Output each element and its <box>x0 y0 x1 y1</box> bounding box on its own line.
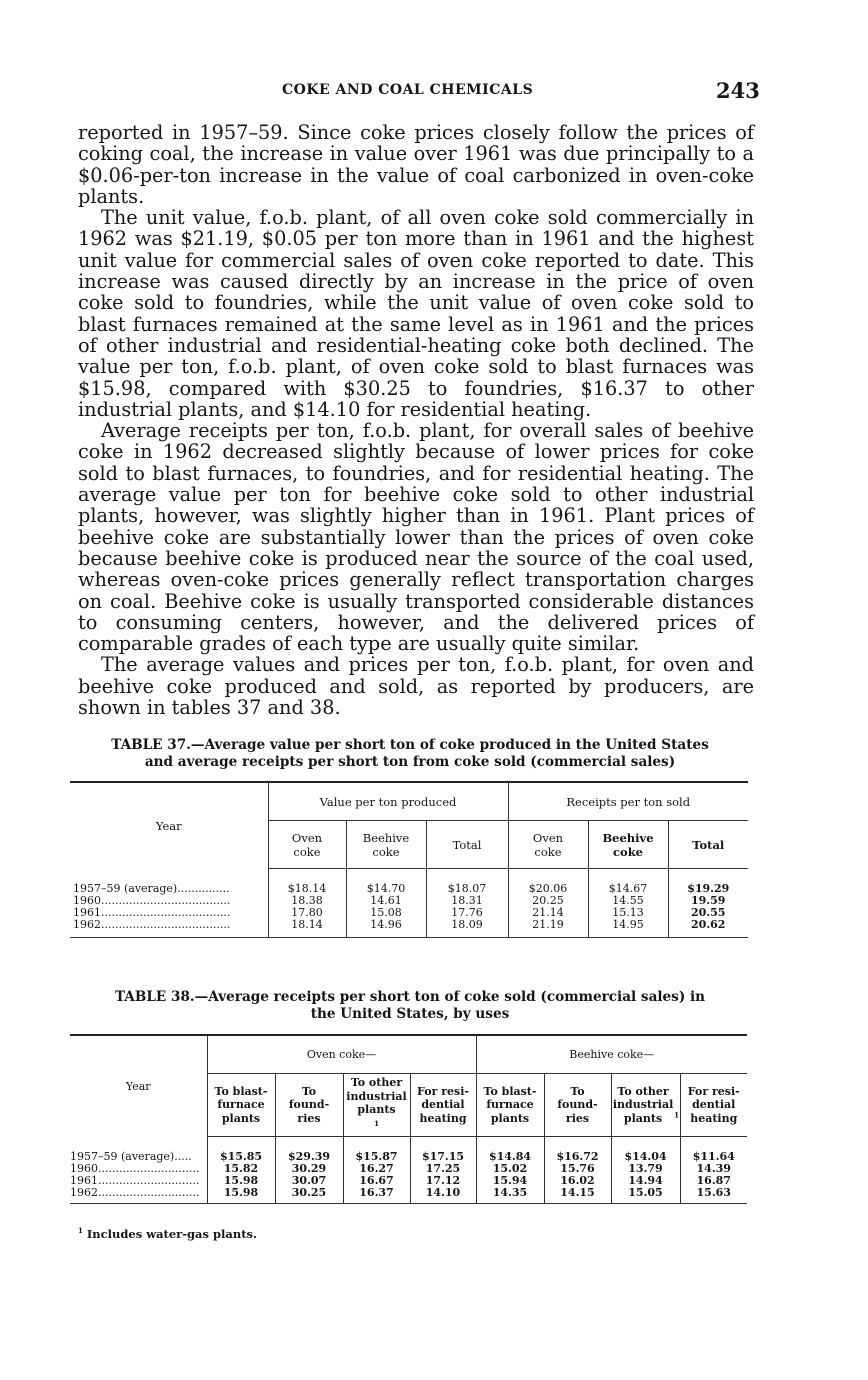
cell: 18.14 <box>268 919 346 938</box>
table37-col-beehive-sold: Beehive coke <box>588 821 668 869</box>
cell: 14.10 <box>410 1187 476 1204</box>
cell: $20.06 <box>508 869 588 896</box>
cell: 14.94 <box>611 1175 680 1187</box>
table37-col-oven: Oven coke <box>268 821 346 869</box>
cell: 16.37 <box>343 1187 410 1204</box>
cell: 14.61 <box>346 895 426 907</box>
cell: 19.59 <box>668 895 748 907</box>
cell: $19.29 <box>668 869 748 896</box>
footnote <box>78 1226 257 1241</box>
cell: $14.70 <box>346 869 426 896</box>
table-row <box>70 1137 747 1164</box>
paragraph-4: The average values and prices per ton, f.o.b. plant, for oven and beehive coke produced and sold, as reported by producers, are shown in tables 37 and 38. <box>78 653 754 720</box>
cell: 18.38 <box>268 895 346 907</box>
cell: 14.95 <box>588 919 668 938</box>
cell: $11.64 <box>680 1137 747 1164</box>
cell: $18.07 <box>426 869 508 896</box>
cell: 17.80 <box>268 907 346 919</box>
body-text <box>78 122 754 718</box>
table38-col-residential: For resi-dential heating <box>410 1074 476 1137</box>
cell: 17.25 <box>410 1163 476 1175</box>
footnote-mark: 1 <box>674 1110 679 1120</box>
cell: 14.35 <box>476 1187 544 1204</box>
table38-group-oven: Oven coke— <box>207 1036 476 1074</box>
table38 <box>70 1034 747 1204</box>
row-year: 1962............................. <box>70 1186 200 1199</box>
cell: 16.02 <box>544 1175 611 1187</box>
cell: 17.12 <box>410 1175 476 1187</box>
table37-caption <box>70 737 750 771</box>
page-number: 243 <box>716 78 760 103</box>
table37-year-header: Year <box>155 818 182 833</box>
cell: 14.15 <box>544 1187 611 1204</box>
cell: 15.98 <box>207 1175 275 1187</box>
cell: 20.25 <box>508 895 588 907</box>
row-year: 1960..................................... <box>73 894 231 907</box>
cell: 14.55 <box>588 895 668 907</box>
row-year: 1961............................. <box>70 1174 200 1187</box>
table38-group-beehive: Beehive coke— <box>476 1036 747 1074</box>
table38-caption-line1: TABLE 38.—Average receipts per short ton of coke sold (commercial sales) in <box>114 989 706 1005</box>
cell: $29.39 <box>275 1137 343 1164</box>
table38-caption-line2: the United States, by uses <box>310 1006 510 1022</box>
row-year: 1961..................................... <box>73 906 231 919</box>
table38-col-foundries-beehive: To found-ries <box>544 1074 611 1137</box>
table-row <box>70 1187 747 1204</box>
cell: 20.55 <box>668 907 748 919</box>
cell: $17.15 <box>410 1137 476 1164</box>
paragraph-3: Average receipts per ton, f.o.b. plant, for overall sales of beehive coke in 1962 decreased slightly because of lower prices for coke sold to blast furnaces, to foundries, and for residential heating. The average value per ton for beehive coke sold to other industrial plants, however, was slightly higher than in 1961. Plant prices of beehive coke are substantially lower than the prices of oven coke because beehive coke is produced near the source of the coal used, whereas oven-coke prices generally reflect transportation charges on coal. Beehive coke is usually transported considerable distances to consuming centers, however, and the delivered prices of comparable grades of each type are usually quite similar. <box>78 419 754 656</box>
table37-caption-line2: and average receipts per short ton from coke sold (commercial sales) <box>144 754 676 770</box>
cell: 14.39 <box>680 1163 747 1175</box>
cell: $18.14 <box>268 869 346 896</box>
table38-col-blast: To blast-furnace plants <box>207 1074 275 1137</box>
table37-col-total-sold: Total <box>668 821 748 869</box>
cell: $14.04 <box>611 1137 680 1164</box>
page-header <box>0 78 868 108</box>
cell: 17.76 <box>426 907 508 919</box>
row-year: 1962..................................... <box>73 918 231 931</box>
paragraph-2: The unit value, f.o.b. plant, of all oven coke sold commercially in 1962 was $21.19, $0.05 per ton more than in 1961 and the highest unit value for commercial sales of oven coke reported to date. This increase was caused directly by an increase in the price of oven coke sold to foundries, while the unit value of oven coke sold to blast furnaces remained at the same level as in 1961 and the prices of other industrial and residential-heating coke both declined. The value per ton, f.o.b. plant, of oven coke sold to blast furnaces was $15.98, compared with $30.25 to foundries, $16.37 to other industrial plants, and $14.10 for residential heating. <box>78 206 754 421</box>
cell: 18.09 <box>426 919 508 938</box>
table38-col-blast-beehive: To blast-furnace plants <box>476 1074 544 1137</box>
table-row <box>70 919 748 938</box>
table38-col-foundries: To found-ries <box>275 1074 343 1137</box>
table38-col-other-beehive: To other industrial plants $^1$ <box>611 1074 680 1137</box>
cell: 21.19 <box>508 919 588 938</box>
row-year: 1960............................. <box>70 1162 200 1175</box>
cell: 16.27 <box>343 1163 410 1175</box>
cell: 21.14 <box>508 907 588 919</box>
paragraph-1: reported in 1957–59. Since coke prices closely follow the prices of coking coal, the increase in value over 1961 was due principally to a $0.06-per-ton increase in the value of coal carbonized in oven-coke plants. <box>78 121 754 208</box>
cell: 30.25 <box>275 1187 343 1204</box>
cell: $15.87 <box>343 1137 410 1164</box>
cell: 15.13 <box>588 907 668 919</box>
cell: 15.08 <box>346 907 426 919</box>
cell: 13.79 <box>611 1163 680 1175</box>
cell: 15.94 <box>476 1175 544 1187</box>
footnote-text: Includes water-gas plants. <box>86 1226 257 1241</box>
cell: 15.98 <box>207 1187 275 1204</box>
running-title: COKE AND COAL CHEMICALS <box>282 82 534 98</box>
table38-year-header: Year <box>125 1079 151 1093</box>
table38-caption <box>70 989 750 1023</box>
cell: 14.96 <box>346 919 426 938</box>
table-row <box>70 869 748 896</box>
footnote-mark: 1 <box>374 1118 379 1128</box>
cell: 30.07 <box>275 1175 343 1187</box>
table38-col-other: To other industrial plants$^1$ <box>343 1074 410 1137</box>
cell: $15.85 <box>207 1137 275 1164</box>
cell: $14.84 <box>476 1137 544 1164</box>
cell: 15.82 <box>207 1163 275 1175</box>
cell: $16.72 <box>544 1137 611 1164</box>
cell: 15.05 <box>611 1187 680 1204</box>
cell: 16.87 <box>680 1175 747 1187</box>
table37-col-oven-sold: Oven coke <box>508 821 588 869</box>
cell: 20.62 <box>668 919 748 938</box>
cell: 15.02 <box>476 1163 544 1175</box>
cell: $14.67 <box>588 869 668 896</box>
table37-col-beehive: Beehive coke <box>346 821 426 869</box>
table37-group-receipts: Receipts per ton sold <box>508 783 748 821</box>
footnote-mark: 1 <box>78 1226 83 1235</box>
cell: 15.63 <box>680 1187 747 1204</box>
cell: 15.76 <box>544 1163 611 1175</box>
table37 <box>70 781 748 938</box>
row-year: 1957–59 (average)..... <box>70 1149 192 1163</box>
table37-caption-line1: TABLE 37.—Average value per short ton of coke produced in the United States <box>111 737 709 753</box>
table37-group-value: Value per ton produced <box>268 783 508 821</box>
cell: 18.31 <box>426 895 508 907</box>
cell: 16.67 <box>343 1175 410 1187</box>
table37-col-total: Total <box>426 821 508 869</box>
row-year: 1957–59 (average)............... <box>73 881 230 895</box>
table38-col-residential-beehive: For resi-dential heating <box>680 1074 747 1137</box>
cell: 30.29 <box>275 1163 343 1175</box>
